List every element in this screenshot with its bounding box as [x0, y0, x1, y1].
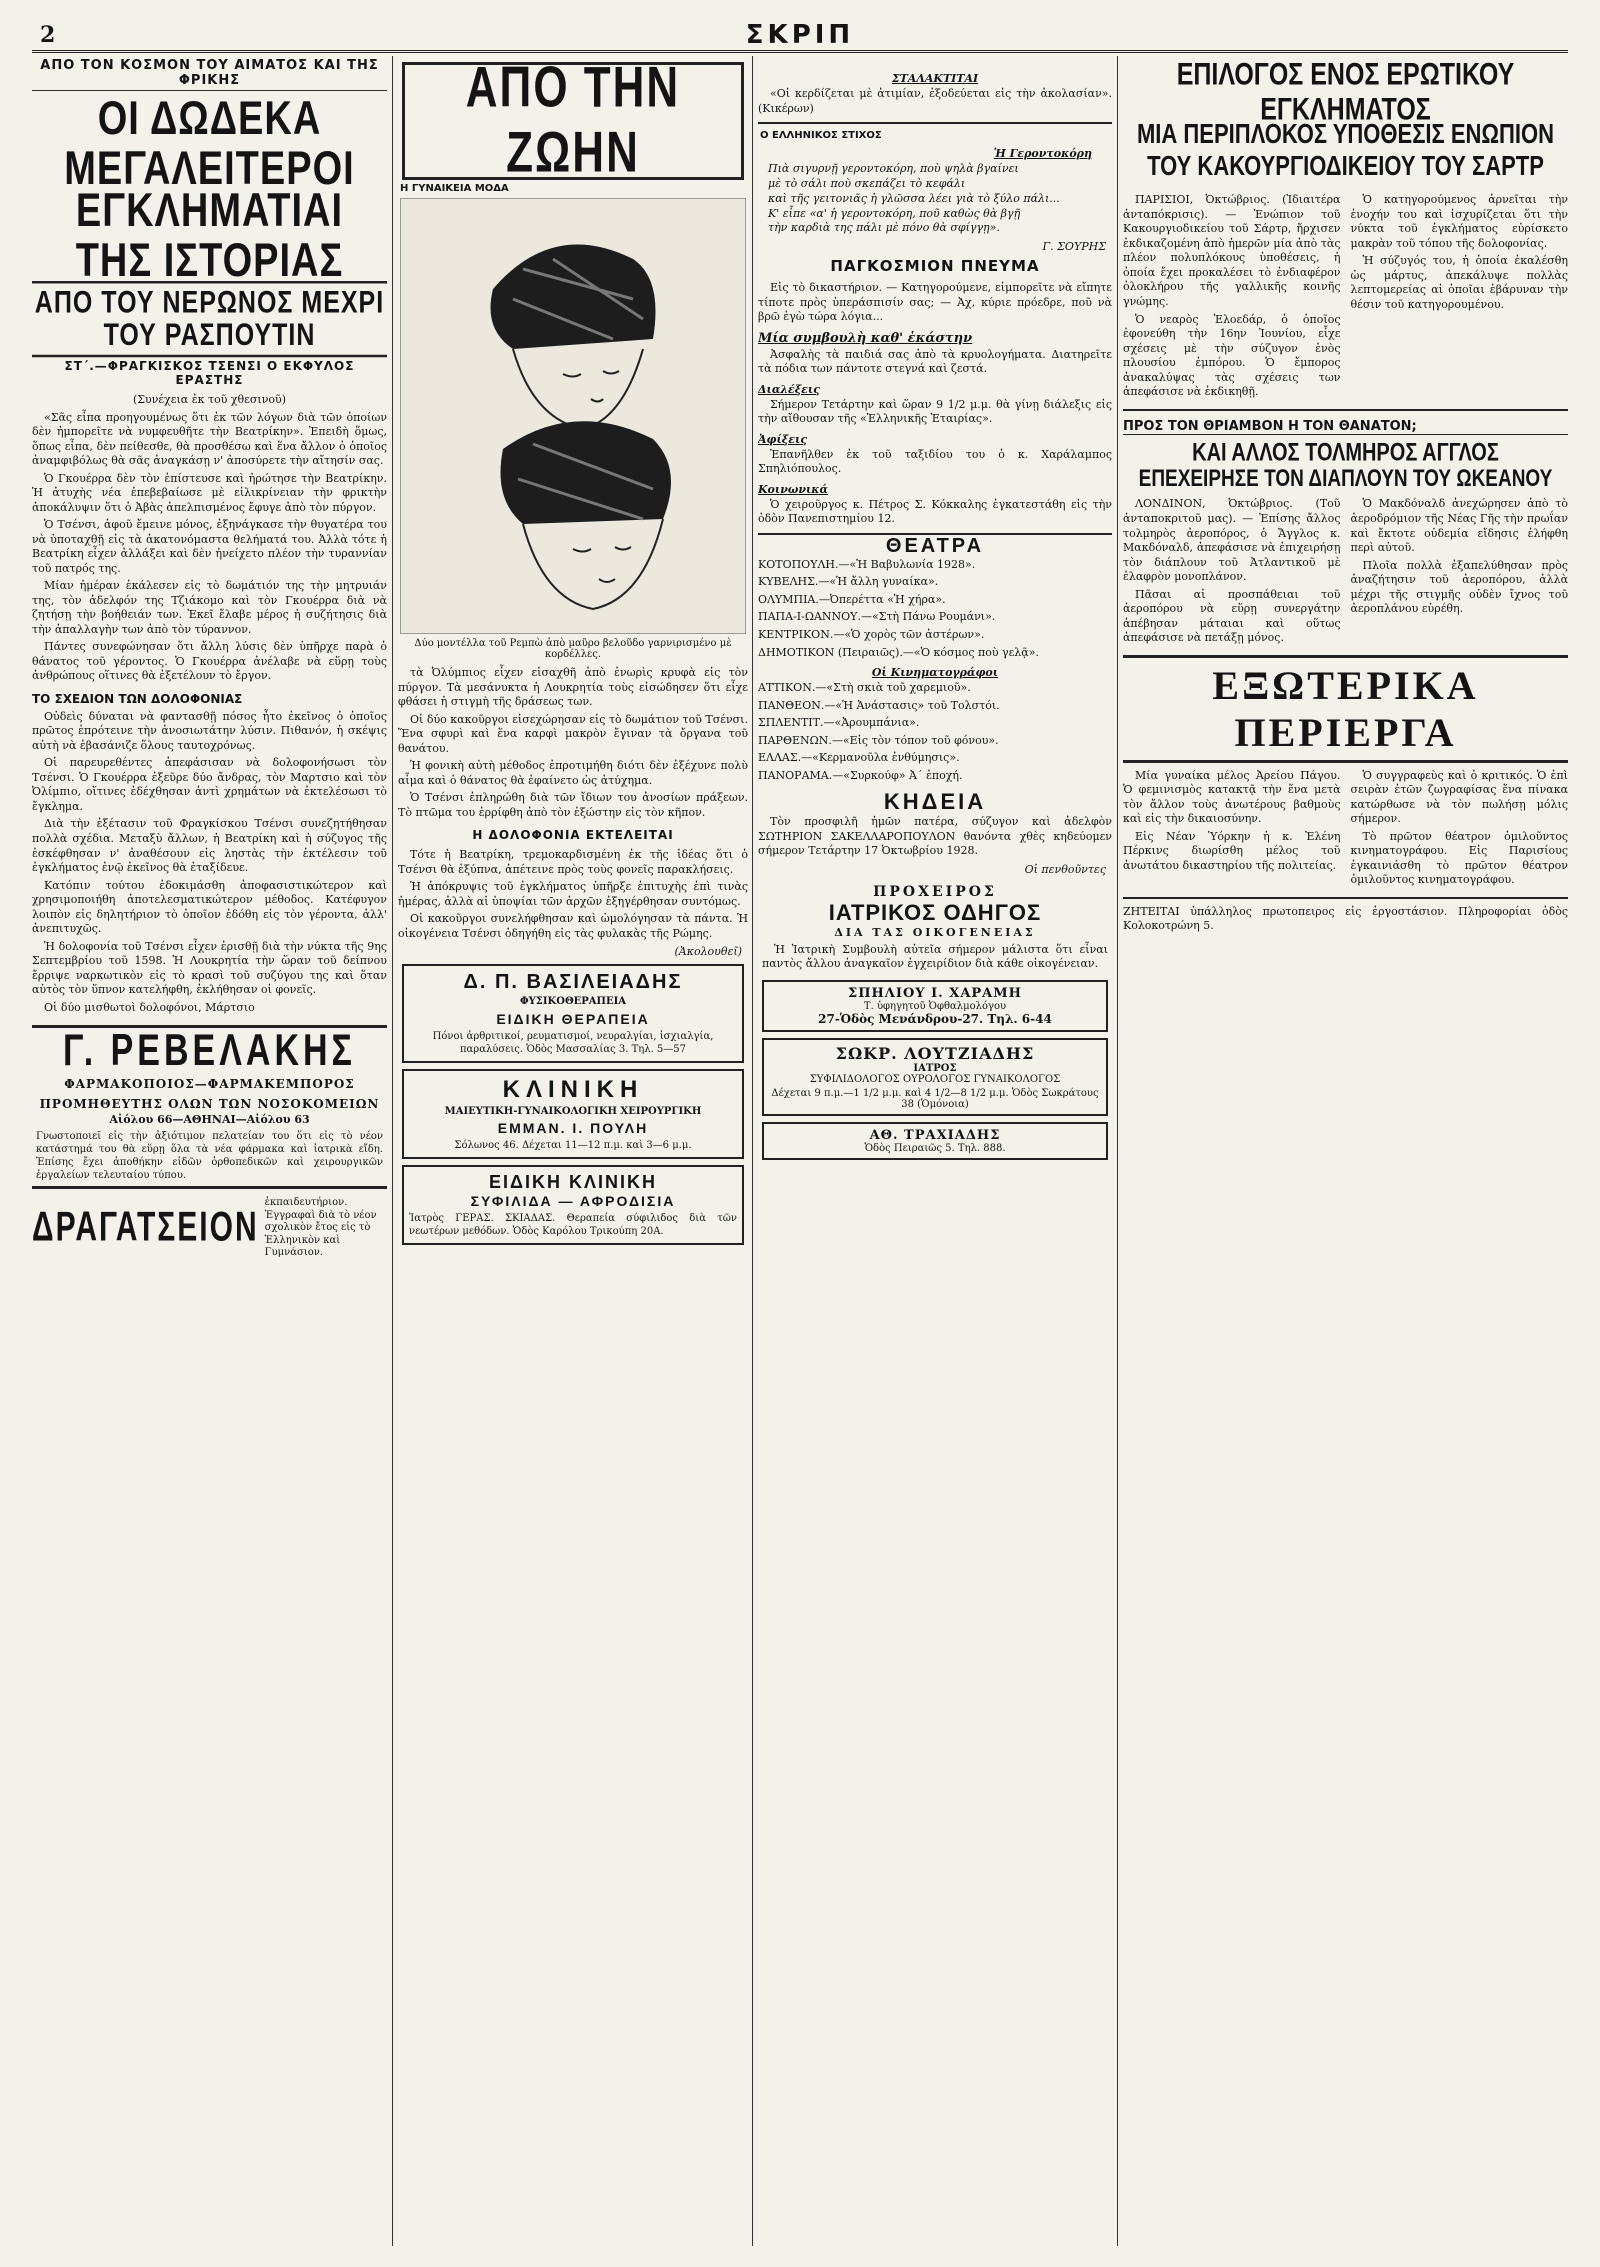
- ad-line: ΜΑΙΕΥΤΙΚΗ-ΓΥΝΑΙΚΟΛΟΓΙΚΗ ΧΕΙΡΟΥΡΓΙΚΗ: [444, 1106, 702, 1118]
- headline: ΕΠΙΛΟΓΟΣ ΕΝΟΣ ΕΡΩΤΙΚΟΥ ΕΓΚΛΗΜΑΤΟΣ: [1176, 58, 1515, 127]
- hats-drawing: [401, 199, 745, 629]
- section-label: Κοινωνικά: [758, 482, 828, 496]
- masthead: [32, 20, 1568, 53]
- subhead: ΣΤ΄.—ΦΡΑΓΚΙΣΚΟΣ ΤΣΕΝΣΙ Ο ΕΚΦΥΛΟΣ ΕΡΑΣΤΗΣ: [64, 359, 355, 388]
- ad-title: ΑΘ. ΤΡΑΧΙΑΔΗΣ: [869, 1127, 1001, 1143]
- ad-line: ΙΑΤΡΟΣ: [913, 1062, 957, 1074]
- section-label: Η ΓΥΝΑΙΚΕΙΑ ΜΟΔΑ: [400, 183, 509, 194]
- paragraph: Ἡ σύζυγός του, ἡ ὁποία ἐκαλέσθη ὡς μάρτυς, ἀπεκάλυψε πολλὰς λεπτομερείας αἱ ὁποῖαι ἐβάρυναν τὴν θέσιν τοῦ κατηγορουμένου.: [1350, 254, 1568, 311]
- divider: [758, 122, 1112, 124]
- section-label: Οἱ Κινηματογράφοι: [871, 666, 999, 680]
- page-number: 2: [40, 22, 56, 48]
- section-label: Διαλέξεις: [758, 382, 820, 396]
- ad-line: ΦΑΡΜΑΚΟΠΟΙΟΣ—ΦΑΡΜΑΚΕΜΠΟΡΟΣ: [64, 1077, 355, 1092]
- ad-line: ΣΥΦΙΛΙΔΟΛΟΓΟΣ ΟΥΡΟΛΟΓΟΣ ΓΥΝΑΙΚΟΛΟΓΟΣ: [809, 1073, 1061, 1085]
- fashion-illustration: [400, 198, 746, 634]
- ad-text: Ἡ Ἰατρικὴ Συμβουλὴ αὐτεῖα σήμερον μάλιστα ὅτι εἶναι παντὸς ἄλλου ἀναγκαῖον ἐγχειρίδιον διὰ κάθε οἰκογένειαν.: [762, 942, 1108, 971]
- funeral-heading: ΚΗΔΕΙΑ: [883, 789, 987, 815]
- paragraph: Ὁ χειροῦργος κ. Πέτρος Σ. Κόκκαλης ἐγκατεστάθη εἰς τὴν ὁδὸν Πανεπιστημίου 12.: [758, 497, 1112, 526]
- theatre-listing: ΔΗΜΟΤΙΚΟΝ (Πειραιῶς).—«Ὁ κόσμος ποὺ γελᾷ».: [758, 645, 1039, 659]
- poem-line: μὲ τὸ σάλι ποὺ σκεπάζει τὸ κεφάλι: [768, 176, 966, 190]
- funeral-signature: Οἱ πενθοῦντες: [1024, 862, 1106, 876]
- ad-line: ΕΙΔΙΚΗ ΘΕΡΑΠΕΙΑ: [496, 1011, 650, 1028]
- ad-line: Αἰόλου 66—ΑΘΗΝΑΙ—Αἰόλου 63: [109, 1113, 310, 1127]
- cinema-listing: ΑΤΤΙΚΟΝ.—«Στὴ σκιὰ τοῦ χαρεμιοῦ».: [758, 681, 971, 695]
- ad-text: Δέχεται 9 π.μ.—1 1/2 μ.μ. καὶ 4 1/2—8 1/2 μ.μ. Ὁδὸς Σωκράτους 38 (Ὁμόνοια): [771, 1087, 1099, 1110]
- headline: ΕΠΕΧΕΙΡΗΣΕ ΤΟΝ ΔΙΑΠΛΟΥΝ ΤΟΥ ΩΚΕΑΝΟΥ: [1138, 465, 1553, 492]
- poem-line: καὶ τῆς γειτονιᾶς ἡ γλῶσσα λέει γιὰ τὸ ξύλο πάλι...: [768, 191, 1060, 205]
- ad-title: ΣΠΗΛΙΟΥ Ι. ΧΑΡΑΜΗ: [848, 985, 1022, 1001]
- kicker: ΑΠΟ ΤΟΝ ΚΟΣΜΟΝ ΤΟΥ ΑΙΜΑΤΟΣ ΚΑΙ ΤΗΣ ΦΡΙΚΗΣ: [32, 58, 387, 91]
- theatre-listing: ΚΟΤΟΠΟΥΛΗ.—«Ἡ Βαβυλωνία 1928».: [758, 557, 976, 571]
- ad-title: Δ. Π. ΒΑΣΙΛΕΙΑΔΗΣ: [463, 971, 683, 994]
- physiotherapy-advertisement: [402, 964, 744, 1063]
- section-banner: ΕΞΩΤΕΡΙΚΑ ΠΕΡΙΕΡΓΑ: [1123, 655, 1568, 763]
- section-label: Ἀφίξεις: [758, 432, 808, 446]
- paragraph: «Οἱ κερδίζεται μὲ ἀτιμίαν, ἐξοδεύεται εἰς τὴν ἀκολασίαν». (Κικέρων): [758, 87, 1112, 115]
- column-rule: [1117, 56, 1118, 2246]
- headline: ΚΑΙ ΑΛΛΟΣ ΤΟΛΜΗΡΟΣ ΑΓΓΛΟΣ: [1192, 438, 1499, 467]
- paragraph: Οἱ παρευρεθέντες ἀπεφάσισαν νὰ δολοφονήσωσι τὸν Τσένσι. Ὁ Γκουέρρα ἐξεῦρε δύο ἄνδρας, τὸν Μαρτσιο καὶ τὸν Ὀλίμπιο, οἵτινες ἐδέχθησαν ἀντὶ χρημάτων νὰ ἐκτελέσωσι τὸ ἔγκλημα.: [32, 756, 387, 813]
- column-rule: [392, 56, 393, 2246]
- illustration-caption: Δύο μοντέλλα τοῦ Ρεμπὼ ἀπὸ μαῦρο βελοῦδο γαρνιρισμένο μὲ κορδέλλες.: [414, 638, 732, 660]
- paragraph: Ὁ Τσένσι ἐπληρώθη διὰ τῶν ἴδιων του ἀνοσίων πράξεων. Τὸ πτῶμα του ἐρρίφθη ἀπὸ τὸν ἐξώστην εἰς τὸν κῆπον.: [398, 791, 748, 819]
- paragraph: Οἱ κακοῦργοι συνελήφθησαν καὶ ὡμολόγησαν τὰ πάντα. Ἡ οἰκογένεια Τσένσι ὁδηγήθη εἰς τὰς φυλακὰς τῆς Ρώμης.: [398, 912, 748, 940]
- ad-title: ΕΙΔΙΚΗ ΚΛΙΝΙΚΗ: [489, 1172, 657, 1193]
- medical-guide-advertisement: [762, 884, 1108, 972]
- newspaper-page: [32, 20, 1568, 2250]
- ad-line: 27-Ὁδὸς Μενάνδρου-27. Τηλ. 6-44: [818, 1011, 1052, 1026]
- column-crime-history: [32, 58, 387, 2248]
- theatre-listing: ΚΥΒΕΛΗΣ.—«Ἡ ἄλλη γυναίκα».: [758, 575, 939, 589]
- article-body: [1123, 769, 1568, 891]
- column-from-life: [398, 58, 748, 2248]
- paragraph: Πλοῖα πολλὰ ἐξαπελύθησαν πρὸς ἀναζήτησιν τοῦ ἀεροπόρου, ἀλλὰ μέχρι τῆς στιγμῆς οὐδὲν ἴχνος τοῦ ἀεροπλάνου εὑρέθη.: [1350, 558, 1568, 616]
- ad-line: ΦΥΣΙΚΟΘΕΡΑΠΕΙΑ: [519, 996, 627, 1008]
- continued-note: (Ἀκολουθεῖ): [674, 945, 742, 959]
- section-banner: [402, 58, 744, 185]
- paragraph: Ὁ Γκουέρρα δὲν τὸν ἐπίστευσε καὶ ἠρώτησε τὴν Βεατρίκην. Ἡ ἀτυχὴς νέα ἐπεβεβαίωσε μὲ εἰλικρίνειαν τὴν φρικτὴν ἀποκάλυψιν ὅτι ὁ Ἀβὰς ἀπελπισμένος ἔφυγε ἀπὸ τὸν πύργον.: [32, 471, 387, 514]
- ad-text: Γνωστοποιεῖ εἰς τὴν ἀξιότιμον πελατείαν του ὅτι εἰς τὸ νέον κατάστημά του θὰ εὕρῃ ὅλα τὰ νέα φάρμακα καὶ ἰατρικὰ εἴδη. Ἐπίσης ἔχει ἀποθήκην εἰδῶν ὀρθοπεδικῶν καὶ χειρουργικῶν ἐργαλείων τελευταίου τύπου.: [36, 1131, 383, 1182]
- paragraph: Ὁ συγγραφεὺς καὶ ὁ κριτικός. Ὁ ἐπὶ σειρὰν ἐτῶν ζωγραφίσας ἕνα πίνακα κατώρθωσε νὰ τὸν πωλήσῃ μόλις σήμερον.: [1350, 768, 1568, 826]
- ad-title: ΔΡΑΓΑΤΣΕΙΟΝ: [32, 1204, 259, 1251]
- section-label: Ο ΕΛΛΗΝΙΚΟΣ ΣΤΙΧΟΣ: [760, 130, 882, 142]
- divider: [1123, 409, 1568, 411]
- school-advertisement: [32, 1197, 387, 1260]
- column-miscellany: [758, 58, 1112, 2248]
- section-heading: ΠΑΓΚΟΣΜΙΟΝ ΠΝΕΥΜΑ: [830, 257, 1040, 276]
- headline: ΟΙ ΔΩΔΕΚΑ ΜΕΓΑΛΕΙΤΕΡΟΙ: [64, 92, 355, 195]
- cinema-listing: ΠΑΝΟΡΑΜΑ.—«Συρκούφ» Ἀ΄ ἐποχή.: [758, 768, 963, 782]
- column-news: [1123, 58, 1568, 2248]
- paragraph: Οἱ δύο μισθωτοὶ δολοφόνοι, Μάρτσιο: [44, 1000, 255, 1014]
- ad-text: Πόνοι ἀρθριτικοί, ρευματισμοί, νευραλγίαι, ἰσχιαλγία, παραλύσεις. Ὁδὸς Μασσαλίας 3. Τηλ. 5—57: [432, 1031, 714, 1056]
- cinema-listing: ΕΛΛΑΣ.—«Κερμανοῦλα ἐνθύμησις».: [758, 751, 960, 765]
- section-heading: Μία συμβουλὴ καθ' ἑκάστην: [758, 330, 973, 346]
- ad-title: ΚΛΙΝΙΚΗ: [502, 1076, 644, 1104]
- paragraph: Εἰς Νέαν Ὑόρκην ἡ κ. Ἐλένη Πέρκινς διωρίσθη μέλος τοῦ ἀνωτάτου δικαστηρίου τῆς πολιτείας.: [1123, 829, 1341, 872]
- paragraph: Πάντες συνεφώνησαν ὅτι ἄλλη λύσις δὲν ὑπῆρχε παρὰ ὁ θάνατος τοῦ γέροντος. Ὁ Γκουέρρα ἀνέλαβε νὰ εὕρῃ τοὺς ἀνθρώπους οἵτινες θὰ ἐξετέλουν τὸ ἔργον.: [32, 640, 387, 683]
- divider: [1123, 897, 1568, 899]
- doctor-advertisement: [762, 1038, 1108, 1116]
- paragraph: Ἀσφαλὴς τὰ παιδιά σας ἀπὸ τὰ κρυολογήματα. Διατηρεῖτε τὰ πόδια των πάντοτε στεγνά καὶ ζεστά.: [758, 347, 1112, 376]
- clinic-advertisement: [402, 1069, 744, 1159]
- ad-line: ΠΡΟΧΕΙΡΟΣ: [873, 883, 997, 900]
- ad-text: Σόλωνος 46. Δέχεται 11—12 π.μ. καὶ 3—6 μ.μ.: [454, 1140, 692, 1152]
- special-clinic-advertisement: [402, 1165, 744, 1245]
- paragraph: Ὁ νεαρὸς Ἐλοεδάρ, ὁ ὁποῖος ἐφονεύθη τὴν 16ην Ἰουνίου, εἶχε σχέσεις μὲ τὴν σύζυγον ἑνὸς πλουσίου ἐμπόρου. Ὁ ἔμπορος ἀνακαλύψας τὰς σχέσεις των ἀπεφάσισε νὰ ἐκδικηθῇ.: [1123, 312, 1341, 399]
- paragraph: Οἱ δύο κακοῦργοι εἰσεχώρησαν εἰς τὸ δωμάτιον τοῦ Τσένσι. Ἕνα σφυρὶ καὶ ἕνα καρφὶ μακρὸν ἔγιναν τὰ ὄργανα τοῦ θανάτου.: [398, 712, 748, 755]
- theatre-listing: ΠΑΠΑ-Ι-ΩΑΝΝΟΥ.—«Στὴ Πάνω Ρουμάνι».: [758, 610, 996, 624]
- paragraph: Τότε ἡ Βεατρίκη, τρεμοκαρδισμένη ἐκ τῆς ἰδέας ὅτι ὁ Τσένσι θὰ ἐξύπνα, ἀπέτεινε πρὸς τοὺς φονεῖς παρακλήσεις.: [398, 848, 748, 876]
- article-body: [1123, 193, 1568, 402]
- banner-title: ΑΠΟ ΤΗΝ ΖΩΗΝ: [465, 58, 681, 185]
- theatres-heading: ΘΕΑΤΡΑ: [758, 533, 1112, 558]
- cinema-listing: ΠΑΝΘΕΟΝ.—«Ἡ Ἀνάστασις» τοῦ Τολστόι.: [758, 698, 1000, 712]
- section-label: ΣΤΑΛΑΚΤΙΤΑΙ: [891, 72, 979, 85]
- paragraph: Ὁ Μακδόναλδ ἀνεχώρησεν ἀπὸ τὸ ἀεροδρόμιον τῆς Νέας Γῆς τὴν πρωΐαν καὶ ἔκτοτε οὐδεμία εἴδησις ἐλήφθη περὶ αὐτοῦ.: [1350, 497, 1568, 555]
- ad-line: ΕΜΜΑΝ. Ι. ΠΟΥΛΗ: [497, 1120, 649, 1137]
- ad-text: ἐκπαιδευτήριον. Ἐγγραφαὶ διὰ τὸ νέον σχολικὸν ἔτος εἰς τὸ Ἑλληνικὸν καὶ Γυμνάσιον.: [264, 1197, 377, 1259]
- ad-line: ΣΥΦΙΛΙΔΑ — ΑΦΡΟΔΙΣΙΑ: [470, 1193, 676, 1210]
- ad-title: ΣΩΚΡ. ΛΟΥΤΖΙΑΔΗΣ: [835, 1043, 1035, 1063]
- paragraph: Ἐπανῆλθεν ἐκ τοῦ ταξιδίου του ὁ κ. Χαράλαμπος Σπηλιόπουλος.: [758, 447, 1112, 476]
- paragraph: ΛΟΝΔΙΝΟΝ, Ὀκτώβριος. (Τοῦ ἀνταποκριτοῦ μας). — Ἐπίσης ἄλλος τολμηρὸς ἀεροπόρος, ὁ Ἄγγλος κ. Μακδόναλδ, ἀπεφάσισε νὰ ἐπιχειρήσῃ τὸν διάπλουν τοῦ Ἀτλαντικοῦ μὲ ἐλαφρὸν μονοπλάνον.: [1123, 497, 1341, 584]
- paragraph: Ἡ φονικὴ αὐτὴ μέθοδος ἐπροτιμήθη διότι δὲν ἐξέχυνε πολὺ αἷμα καὶ ὁ θάνατος θὰ ἐφαίνετο ὡς ἀτύχημα.: [398, 759, 748, 787]
- ad-text: Ὁδὸς Πειραιῶς 5. Τηλ. 888.: [864, 1142, 1006, 1154]
- ad-text: Ἰατρὸς ΓΕΡΑΣ. ΣΚΙΑΔΑΣ. Θεραπεία σύφιλιδος διὰ τῶν νεωτέρων μεθόδων. Ὁδὸς Καρόλου Τρικούπη 20Α.: [409, 1213, 737, 1238]
- paragraph: Πᾶσαι αἱ προσπάθειαι τοῦ ἀεροπόρου νὰ εὕρῃ συνεργάτην ἀπέβησαν μάταιαι καὶ οὕτως ἀπεφάσισε νὰ πετάξῃ μόνος.: [1123, 587, 1341, 645]
- headline: ΜΙΑ ΠΕΡΙΠΛΟΚΟΣ ΥΠΟΘΕΣΙΣ ΕΝΩΠΙΟΝ: [1136, 117, 1555, 149]
- ad-title: Γ. ΡΕΒΕΛΑΚΗΣ: [63, 1026, 356, 1076]
- cinema-listing: ΠΑΡΘΕΝΩΝ.—«Εἰς τὸν τόπον τοῦ φόνου».: [758, 733, 999, 747]
- section-heading: ΤΟ ΣΧΕΔΙΟΝ ΤΩΝ ΔΟΛΟΦΟΝΙΑΣ: [32, 691, 243, 706]
- paragraph: Τὸ πρῶτον θέατρον ὁμιλοῦντος κινηματογράφου. Εἰς Παρισίους ἐγκαινιάσθη τὸ πρῶτον θέατρον ὁμιλοῦντος κινηματογράφου.: [1350, 829, 1568, 887]
- poem-title: Ἡ Γεροντοκόρη: [993, 147, 1092, 161]
- cinema-listing: ΣΠΛΕΝΤΙΤ.—«Ἀρουμπάνια».: [758, 716, 920, 730]
- theatre-listing: ΟΛΥΜΠΙΑ.—Ὀπερέττα «Ἡ χήρα».: [758, 592, 946, 606]
- section-heading: ΠΡΟΣ ΤΟΝ ΘΡΙΑΜΒΟΝ Η ΤΟΝ ΘΑΝΑΤΟΝ;: [1123, 419, 1568, 435]
- shop-advertisement: [762, 1122, 1108, 1160]
- headline: ΑΠΟ ΤΟΥ ΝΕΡΩΝΟΣ ΜΕΧΡΙ ΤΟΥ ΡΑΣΠΟΥΤΙΝ: [32, 281, 387, 357]
- continued-note: (Συνέχεια ἐκ τοῦ χθεσινοῦ): [132, 393, 286, 407]
- ad-line: Τ. ὑφηγητοῦ Ὀφθαλμολόγου: [863, 1000, 1007, 1012]
- ad-line: ΔΙΑ ΤΑΣ ΟΙΚΟΓΕΝΕΙΑΣ: [834, 925, 1036, 939]
- pharmacy-advertisement: [32, 1025, 387, 1189]
- headline: ΕΓΚΛΗΜΑΤΙΑΙ ΤΗΣ ΙΣΤΟΡΙΑΣ: [75, 184, 344, 287]
- ad-title: ΙΑΤΡΙΚΟΣ ΟΔΗΓΟΣ: [828, 899, 1042, 925]
- paragraph: Διὰ τὴν ἐξέτασιν τοῦ Φραγκίσκου Τσένσι συνεζητήθησαν πολλὰ σχέδια. Μεταξὺ ἄλλων, ἡ Βεατρίκη καὶ ἡ σύζυγος τῆς ἐσκέφθησαν ν' ἀναθέσουν εἰς ληστὰς τὴν ἐκτέλεσιν τοῦ ἐγκλήματος ἐνῷ ἐκεῖνος θὰ ἐταξίδευε.: [32, 817, 387, 875]
- poem-line: Κ' εἶπε «α' ἡ γεροντοκόρη, ποῦ καθὼς θὰ βγῇ: [768, 206, 1021, 220]
- section-heading: Η ΔΟΛΟΦΟΝΙΑ ΕΚΤΕΛΕΙΤΑΙ: [472, 828, 674, 843]
- paragraph: Ἡ ἀπόκρυψις τοῦ ἐγκλήματος ὑπῆρξε ἐπιτυχὴς ἐπὶ τινὰς ἡμέρας, ἀλλὰ αἱ ὑποψίαι τῶν ἀρχῶν ἐξηγέρθησαν συντόμως.: [398, 880, 748, 908]
- headline: ΤΟΥ ΚΑΚΟΥΡΓΙΟΔΙΚΕΙΟΥ ΤΟΥ ΣΑΡΤΡ: [1147, 149, 1544, 182]
- poem-line: Πιὰ σιγυρνῇ γεροντοκόρη, ποὺ ψηλὰ βγαίνει: [768, 162, 1019, 176]
- paragraph: ΠΑΡΙΣΙΟΙ, Ὀκτώβριος. (Ἰδιαιτέρα ἀνταπόκρισις). — Ἐνώπιον τοῦ Κακουργιοδικείου τοῦ Σάρτρ, ἤρχισεν ἐκδικαζομένη ἀπὸ ἡμερῶν μία ἀπὸ τὰς πλέον πολυπλόκους ὑποθέσεις, ἡ ὁποία ἔχει προκαλέσει τὸ ἐνδιαφέρον ὁλοκλήρου τῆς γαλλικῆς κοινῆς γνώμης.: [1123, 193, 1341, 308]
- paragraph: Μίαν ἡμέραν ἐκάλεσεν εἰς τὸ δωμάτιόν της τὴν μητρυιάν της, τὸν ἀδελφόν της Τζιάκομο καὶ τὸν Γκουέρρα διὰ νὰ ζητήσῃ τὴν βοήθειάν των. Ἐκεῖ ἔλαβε μέρος ἡ συζήτησις διὰ τὴν ἀπαλλαγὴν των ἀπὸ τὸν τύραννον.: [32, 579, 387, 636]
- newspaper-name: ΣΚΡΙΠ: [745, 20, 855, 50]
- paragraph: Ἡ δολοφονία τοῦ Τσένσι εἶχεν ἐρισθῇ διὰ τὴν νύκτα τῆς 9ης Σεπτεμβρίου τοῦ 1598. Ἡ Λουκρητία τὴν ὥραν τοῦ δείπνου ἔρριψε ναρκωτικὸν εἰς τὸ κρασὶ τοῦ συζύγου της καὶ ὅταν αὐτὸς τὸν ὕπνον κατελήφθη, ἐκλήθησαν οἱ φονεῖς.: [32, 939, 387, 997]
- paragraph: τὰ Ὀλύμπιος εἶχεν εἰσαχθῆ ἀπὸ ἐνωρὶς κρυφὰ εἰς τὸν πύργον. Τὰ μεσάνυκτα ἡ Λουκρητία τοὺς εἰσώδησεν ὅτι εἶχε φθάσει ἡ στιγμὴ τῆς δράσεως των.: [398, 666, 748, 709]
- ophthalmologist-advertisement: [762, 980, 1108, 1032]
- column-rule: [752, 56, 753, 2246]
- paragraph: Τὸν προσφιλῆ ἡμῶν πατέρα, σύζυγον καὶ ἀδελφὸν ΣΩΤΗΡΙΟΝ ΣΑΚΕΛΛΑΡΟΠΟΥΛΟΝ θανόντα χθὲς κηδεύομεν σήμερον Τετάρτην 17 Ὀκτωβρίου 1928.: [758, 815, 1112, 858]
- classified-ad: ΖΗΤΕΙΤΑΙ ὑπάλληλος πρωτοπειρος εἰς ἐργοστάσιον. Πληροφορίαι ὁδὸς Κολοκοτρώνη 5.: [1123, 904, 1568, 933]
- paragraph: Ὁ κατηγορούμενος ἀρνεῖται τὴν ἐνοχήν του καὶ ἰσχυρίζεται ὅτι τὴν νύκτα τοῦ ἐγκλήματος εὑρίσκετο μακρὰν τοῦ τόπου τῆς δολοφονίας.: [1350, 193, 1568, 250]
- article-body: [1123, 497, 1568, 648]
- paragraph: Κατόπιν τούτου ἐδοκιμάσθη ἀποφασιστικώτερον καὶ χρησιμοποιήθη ἀποτελεσματικώτερον μέθοδος. Κατέφυγον λοιπὸν εἰς δηλητήριον τὸ ὁποῖον ἐδόθη εἰς τὸν γέροντα, ἀλλ' ἀνεπιτυχῶς.: [32, 878, 387, 936]
- paragraph: Σήμερον Τετάρτην καὶ ὥραν 9 1/2 μ.μ. θὰ γίνῃ διάλεξις εἰς τὴν αἴθουσαν τῆς «Ἑλληνικῆς Ἑταιρίας».: [758, 397, 1112, 426]
- paragraph: Οὐδεὶς δύναται νὰ φαντασθῇ πόσος ἦτο ἐκεῖνος ὁ ὁποῖος πρῶτος ἐπρότεινε τὴν ἀνοσιωτάτην λύσιν. Πιθανόν, ἡ σκέψις αὐτὴ νὰ ἐβασάνιζε ὅλους ταυτοχρόνως.: [32, 709, 387, 752]
- poem-author: Γ. ΣΟΥΡΗΣ: [1042, 240, 1106, 254]
- ad-line: ΠΡΟΜΗΘΕΥΤΗΣ ΟΛΩΝ ΤΩΝ ΝΟΣΟΚΟΜΕΙΩΝ: [39, 1097, 380, 1112]
- paragraph: Εἰς τὸ δικαστήριον. — Κατηγορούμενε, εἰμπορεῖτε νὰ εἴπητε τίποτε πρὸς ὑπεράσπισίν σας; — Ἀχ, κύριε πρόεδρε, ποῦ νὰ βρῶ ἐγὼ τώρα λόγια...: [758, 281, 1112, 324]
- paragraph: Ὁ Τσένσι, ἀφοῦ ἔμεινε μόνος, ἐξηνάγκασε τὴν θυγατέρα του νὰ ὑποταχθῇ εἰς τὰ ἀκατονόμαστα θελήματά του. Ἀλλὰ τότε ἡ Βεατρίκη εἶχεν ἀλλάξει καὶ δὲν ἠνείχετο πλέον τὴν τυραννίαν τοῦ πατρός της.: [32, 518, 387, 575]
- poem-line: τὴν καρδιὰ της πάλι μὲ πόνο θὰ σφίγγῃ».: [768, 221, 1000, 235]
- paragraph: «Σᾶς εἶπα προηγουμένως ὅτι ἐκ τῶν λόγων διὰ τῶν ὁποίων δὲν ἠμπορεῖτε νὰ νυμφευθῆτε τὴν Βεατρίκην». Ἐπειδὴ ὅμως, ὅπως εἶπα, δὲν πείθεσθε, θὰ προσθέσω καὶ ἕνα ἄλλον ὁ ὁποῖος ἀναμφιβόλως θὰ σᾶς ἀναγκάσῃ ν' ἀποσύρετε τὴν αἴτησίν σας.: [32, 410, 387, 468]
- paragraph: Μία γυναίκα μέλος Ἀρείου Πάγου. Ὁ φεμινισμὸς κατακτᾷ τὴν ἕνα μετὰ τὸν ἄλλον τοὺς ἀνωτέρους βαθμοὺς καὶ εἰς τὴν δικαιοσύνην.: [1123, 768, 1341, 826]
- theatre-listing: ΚΕΝΤΡΙΚΟΝ.—«Ὁ χορὸς τῶν ἀστέρων».: [758, 627, 985, 641]
